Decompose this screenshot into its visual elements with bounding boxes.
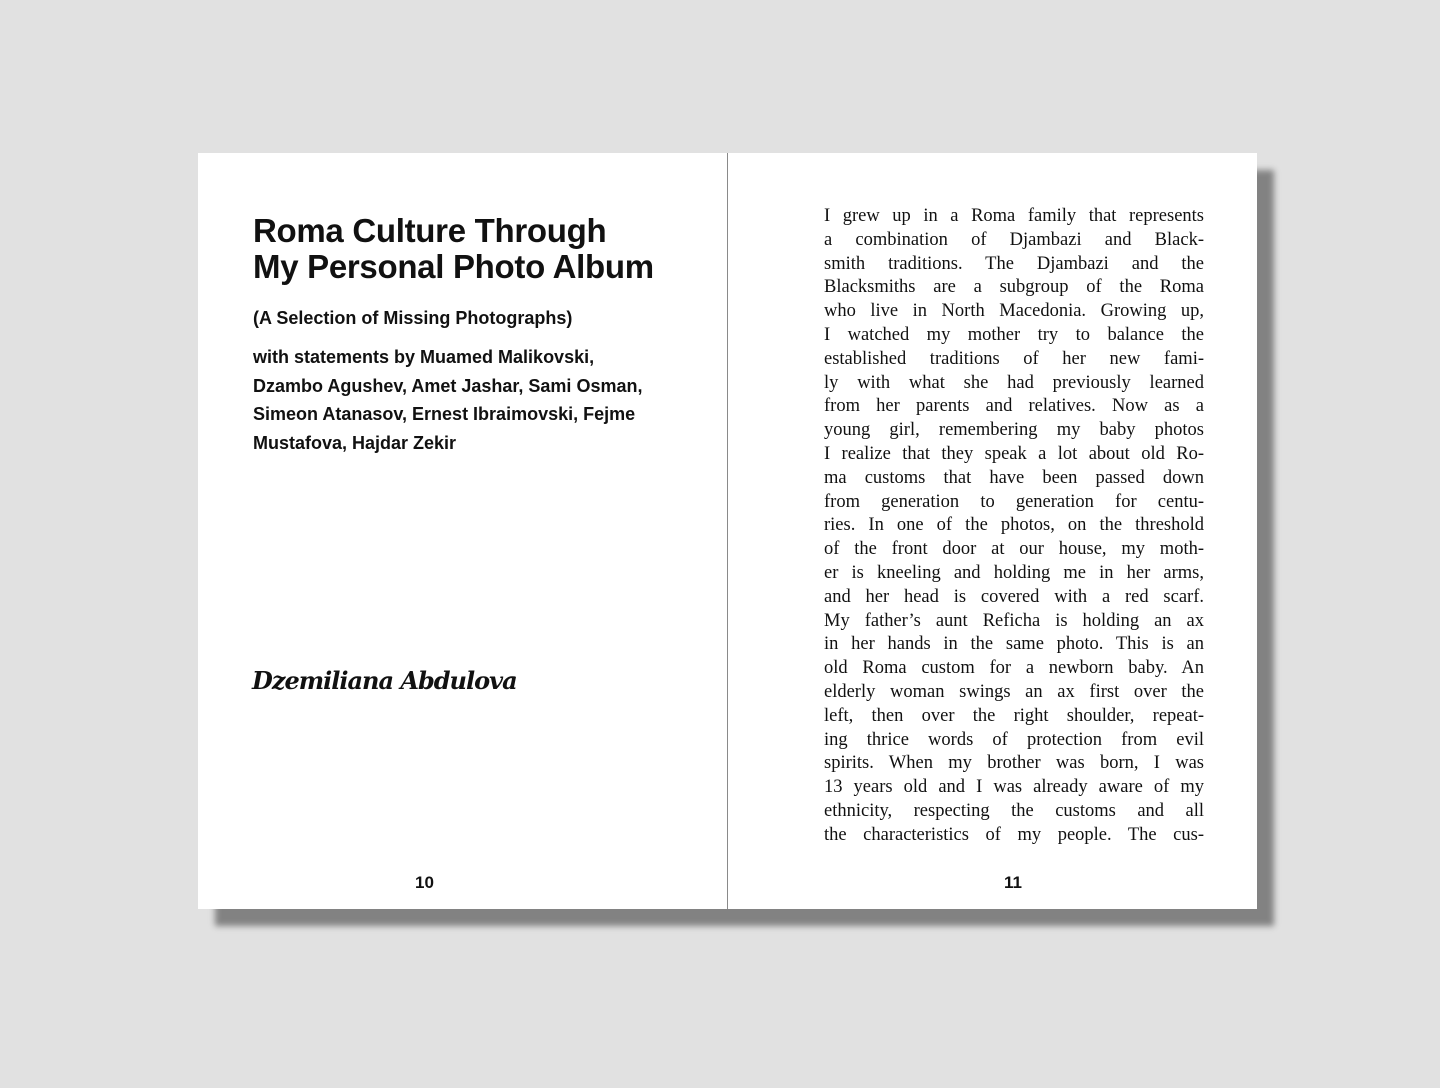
body-line: from her parents and relatives. Now as a [824, 396, 1204, 417]
body-line: elderly woman swings an ax first over the [824, 681, 1204, 702]
statements-line: Simeon Atanasov, Ernest Ibraimovski, Fejme [253, 404, 636, 425]
statements-line: Mustafova, Hajdar Zekir [253, 432, 457, 453]
body-line: smith traditions. The Djambazi and the [824, 253, 1204, 274]
body-line: ma customs that have been passed down [824, 467, 1204, 488]
body-line: ly with what she had previously learned [824, 372, 1204, 393]
body-line: from generation to generation for centu- [824, 491, 1204, 512]
body-line: left, then over the right shoulder, repeat- [824, 705, 1204, 726]
body-line: ethnicity, respecting the customs and all [824, 800, 1204, 821]
body-line: Blacksmiths are a subgroup of the Roma [824, 277, 1204, 298]
body-line: who live in North Macedonia. Growing up, [824, 301, 1204, 322]
body-line: and her head is covered with a red scarf. [824, 586, 1204, 607]
title-line: Roma Culture Through [253, 212, 607, 249]
statements-credit [253, 343, 673, 457]
body-line: ing thrice words of protection from evil [824, 729, 1204, 750]
body-line: 13 years old and I was already aware of my [824, 777, 1204, 798]
body-line: young girl, remembering my baby photos [824, 420, 1204, 441]
left-page [198, 153, 727, 909]
book-spread [198, 153, 1257, 909]
title-line: My Personal Photo Album [253, 248, 654, 285]
body-line: er is kneeling and holding me in her arms, [824, 562, 1204, 583]
body-line: a combination of Djambazi and Black- [824, 229, 1204, 250]
author-name: Dzemiliana Abdulova [252, 666, 517, 695]
page-number-left: 10 [415, 873, 434, 892]
body-line: old Roma custom for a newborn baby. An [824, 658, 1204, 679]
right-page [728, 153, 1257, 909]
body-line: of the front door at our house, my moth- [824, 539, 1204, 560]
statements-line: with statements by Muamed Malikovski, [253, 347, 595, 367]
body-text [824, 205, 1204, 848]
body-line: My father’s aunt Reficha is holding an ax [824, 610, 1204, 631]
book-subtitle: (A Selection of Missing Photographs) [253, 308, 573, 328]
body-line: I realize that they speak a lot about old Ro- [824, 443, 1204, 464]
body-line: I watched my mother try to balance the [824, 324, 1204, 345]
body-line: in her hands in the same photo. This is an [824, 634, 1204, 655]
body-line: I grew up in a Roma family that represents [824, 206, 1204, 226]
book-title [253, 213, 713, 285]
body-line: spirits. When my brother was born, I was [824, 753, 1204, 774]
body-line: ries. In one of the photos, on the threshold [824, 515, 1204, 536]
statements-line: Dzambo Agushev, Amet Jashar, Sami Osman, [253, 375, 643, 396]
body-line: the characteristics of my people. The cus- [824, 824, 1204, 845]
body-line: established traditions of her new fami- [824, 348, 1204, 369]
page-number-right: 11 [1004, 873, 1022, 892]
